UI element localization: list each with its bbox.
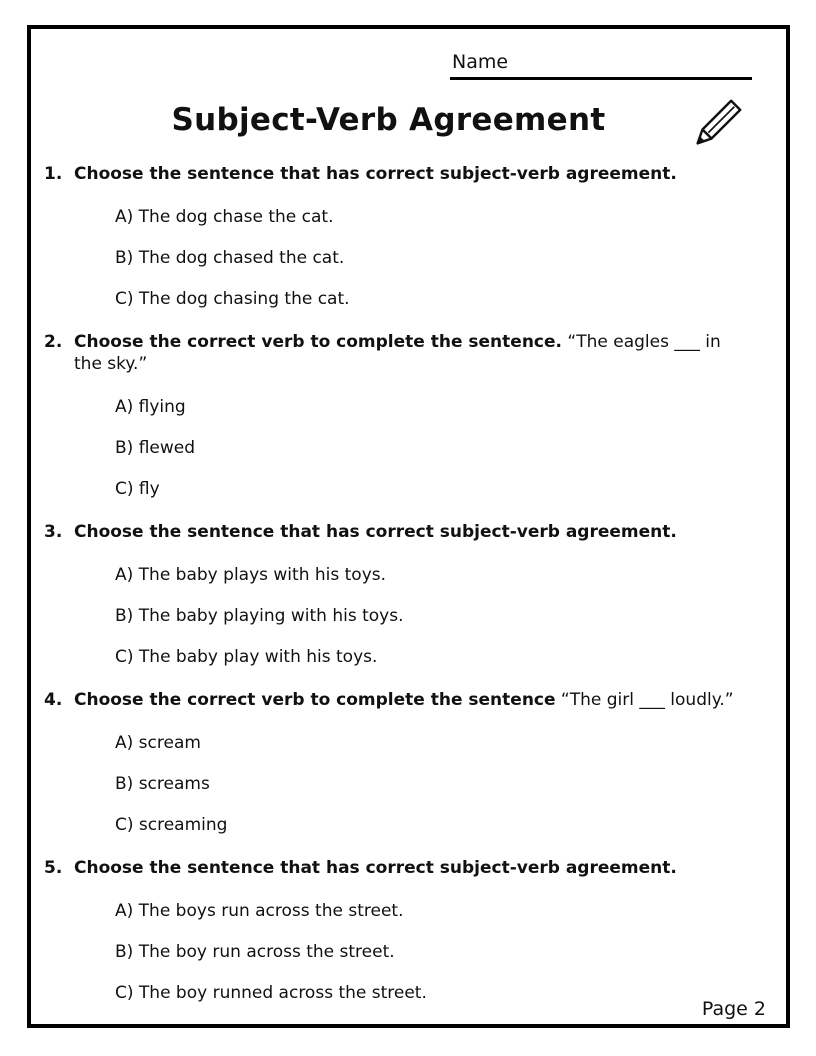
page-title: Subject-Verb Agreement — [171, 102, 606, 138]
worksheet-border — [27, 25, 790, 1028]
pencil-icon — [684, 91, 750, 157]
question-prompt-bold: Choose the correct verb to complete the sentence — [74, 690, 556, 710]
option-b[interactable]: B) flewed — [115, 438, 196, 458]
name-label: Name — [452, 51, 509, 73]
name-block — [450, 51, 752, 80]
question-prompt-bold: Choose the sentence that has correct subject-verb agreement. — [74, 522, 677, 542]
option-c[interactable]: C) The dog chasing the cat. — [115, 289, 350, 309]
question-number: 1. — [44, 164, 63, 184]
question-head — [31, 331, 786, 375]
question-block-2 — [31, 331, 786, 498]
question-prompt-bold: Choose the sentence that has correct subject-verb agreement. — [74, 858, 677, 878]
question-block-4 — [31, 689, 786, 834]
question-head — [31, 521, 786, 543]
option-b[interactable]: B) The dog chased the cat. — [115, 248, 345, 268]
title-row — [31, 101, 786, 139]
question-prompt — [74, 857, 750, 879]
question-head — [31, 163, 786, 185]
question-prompt — [74, 163, 750, 185]
question-number: 3. — [44, 522, 63, 542]
name-input-line[interactable] — [450, 77, 752, 80]
question-prompt — [74, 331, 750, 375]
question-number: 5. — [44, 858, 63, 878]
option-a[interactable]: A) The boys run across the street. — [115, 901, 404, 921]
question-prompt — [74, 689, 750, 711]
question-block-5 — [31, 857, 786, 1002]
option-c[interactable]: C) fly — [115, 479, 160, 499]
option-c[interactable]: C) The baby play with his toys. — [115, 647, 378, 667]
option-b[interactable]: B) screams — [115, 774, 210, 794]
page-number: Page 2 — [701, 998, 766, 1020]
option-a[interactable]: A) The dog chase the cat. — [115, 207, 334, 227]
question-prompt-rest: “The eagles ___ in the sky.” — [74, 332, 721, 374]
option-a[interactable]: A) The baby plays with his toys. — [115, 565, 387, 585]
question-block-1 — [31, 163, 786, 308]
question-prompt-bold: Choose the sentence that has correct subject-verb agreement. — [74, 164, 677, 184]
question-prompt-rest: “The girl ___ loudly.” — [555, 690, 734, 710]
option-a[interactable]: A) flying — [115, 397, 186, 417]
option-a[interactable]: A) scream — [115, 733, 201, 753]
question-block-3 — [31, 521, 786, 666]
questions-list — [31, 163, 786, 1002]
question-number: 4. — [44, 690, 63, 710]
option-c[interactable]: C) screaming — [115, 815, 228, 835]
question-number: 2. — [44, 332, 63, 352]
question-head — [31, 857, 786, 879]
option-c[interactable]: C) The boy runned across the street. — [115, 983, 427, 1003]
option-b[interactable]: B) The boy run across the street. — [115, 942, 395, 962]
question-prompt-bold: Choose the correct verb to complete the sentence. — [74, 332, 562, 352]
option-b[interactable]: B) The baby playing with his toys. — [115, 606, 404, 626]
question-head — [31, 689, 786, 711]
question-prompt — [74, 521, 750, 543]
